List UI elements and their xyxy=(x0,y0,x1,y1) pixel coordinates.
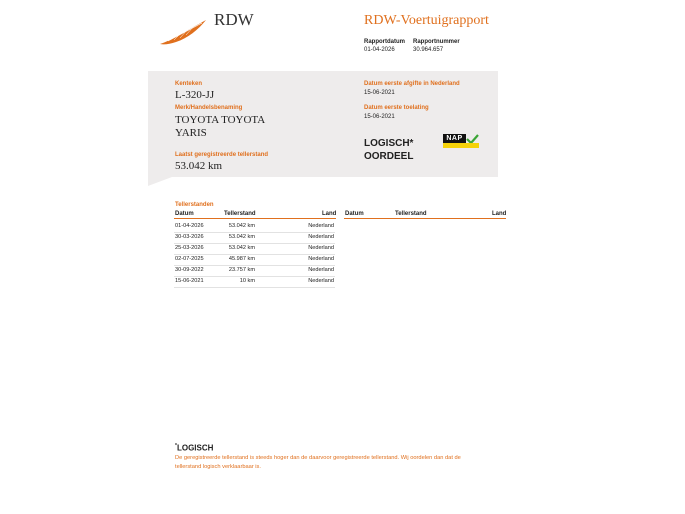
col-header-country: Land xyxy=(322,211,337,217)
row-reading: 23.757 km xyxy=(228,267,255,273)
table-row xyxy=(174,276,335,288)
footnote-line-1: De geregistreerde tellerstand is steeds hoger dan de daarvoor geregistreerde tellerstand. Wij oordelen dan dat de xyxy=(175,455,461,461)
panel-notch xyxy=(148,177,172,186)
row-date: 30-09-2022 xyxy=(175,267,204,273)
judgement-line-1: LOGISCH* xyxy=(364,138,414,149)
footnote-title xyxy=(175,443,213,453)
first-nl-label: Datum eerste afgifte in Nederland xyxy=(364,81,460,87)
table-row xyxy=(174,232,335,244)
first-admission-label: Datum eerste toelating xyxy=(364,105,429,111)
row-country: Nederland xyxy=(308,245,334,251)
table-row xyxy=(174,254,335,266)
first-admission-value: 15-06-2021 xyxy=(364,114,395,120)
row-reading: 53.042 km xyxy=(228,234,255,240)
footnote-title-text: LOGISCH xyxy=(176,443,214,453)
footnote-marker: * xyxy=(175,443,177,449)
table-row xyxy=(174,243,335,255)
make-line-2: YARIS xyxy=(175,127,207,139)
plate-label: Kenteken xyxy=(175,81,203,87)
make-label: Merk/Handelsbenaming xyxy=(175,105,243,111)
col-header-date-2: Datum xyxy=(345,211,364,217)
row-reading: 10 km xyxy=(239,278,255,284)
plate-value: L-320-JJ xyxy=(175,89,215,101)
table-row xyxy=(174,221,335,233)
row-date: 01-04-2026 xyxy=(175,223,204,229)
report-date-label: Rapportdatum xyxy=(364,39,405,45)
judgement-line-2: OORDEEL xyxy=(364,151,414,162)
report-number-value: 30.964.657 xyxy=(413,47,444,53)
header-underline-left xyxy=(174,218,336,219)
col-header-country-2: Land xyxy=(492,211,507,217)
header-underline-right xyxy=(344,218,506,219)
row-date: 02-07-2025 xyxy=(175,256,204,262)
col-header-date: Datum xyxy=(175,211,194,217)
nap-badge xyxy=(443,134,479,148)
first-nl-value: 15-06-2021 xyxy=(364,90,395,96)
row-country: Nederland xyxy=(308,223,334,229)
row-date: 30-03-2026 xyxy=(175,234,204,240)
footnote-line-2: tellerstand logisch verklaarbaar is. xyxy=(175,464,261,470)
row-date: 15-06-2021 xyxy=(175,278,204,284)
nap-text: NAP xyxy=(443,134,466,143)
col-header-reading-2: Tellerstand xyxy=(395,211,427,217)
nap-yellow-bar xyxy=(443,143,479,148)
report-number-label: Rapportnummer xyxy=(413,39,460,45)
odometer-value: 53.042 km xyxy=(175,160,223,172)
row-reading: 45.987 km xyxy=(228,256,255,262)
row-reading: 53.042 km xyxy=(228,245,255,251)
odometer-label: Laatst geregistreerde tellerstand xyxy=(175,152,269,158)
row-date: 25-03-2026 xyxy=(175,245,204,251)
odometer-section-title: Tellerstanden xyxy=(175,202,214,208)
row-reading: 53.042 km xyxy=(228,223,255,229)
brand-name: RDW xyxy=(214,10,254,29)
col-header-reading: Tellerstand xyxy=(224,211,256,217)
report-date-value: 01-04-2026 xyxy=(364,47,395,53)
row-country: Nederland xyxy=(308,234,334,240)
table-row xyxy=(174,265,335,277)
row-country: Nederland xyxy=(308,267,334,273)
make-line-1: TOYOTA TOYOTA xyxy=(175,114,266,126)
row-country: Nederland xyxy=(308,278,334,284)
rdw-logo-icon xyxy=(158,18,210,46)
row-country: Nederland xyxy=(308,256,334,262)
report-title: RDW-Voertuigrapport xyxy=(364,13,489,28)
